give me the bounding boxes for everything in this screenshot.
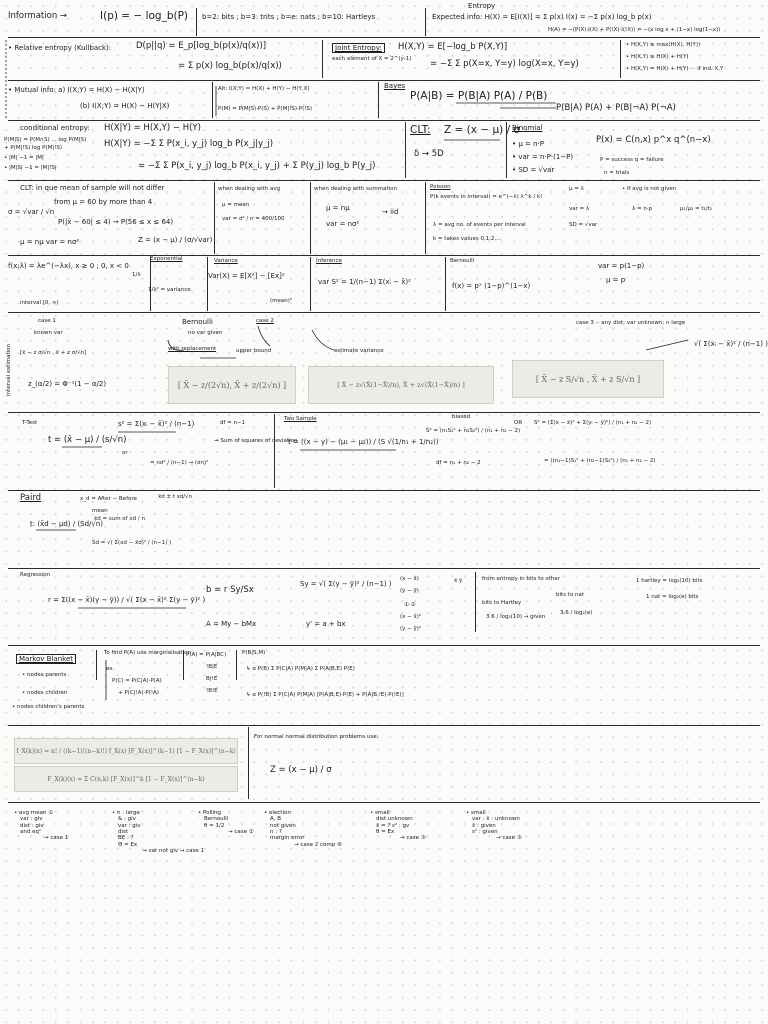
pooled-s2: S² = (n₁S₁² + n₂S₂²) / (n₁ + n₂ − 2) (426, 428, 521, 434)
normal-z: Z = (x − μ) / σ (270, 765, 332, 775)
paired-ci: x̄d ± t sd/√n (158, 494, 192, 500)
conv-4: bits to nat (556, 592, 585, 598)
clt-section-left: σ = √var / √n (8, 208, 55, 216)
binomial-note-1: P = success q = failure (600, 157, 664, 163)
bayes-expand: P(B|A) P(A) + P(B|¬A) P(¬A) (556, 103, 676, 113)
case3-label: case 3 :- any dist; var unknown; n large (576, 320, 686, 326)
case-note-line: var : x̄ : unknown (472, 816, 520, 823)
separator (425, 8, 426, 36)
separator (214, 182, 215, 254)
case-note-line: dist : giv (20, 822, 44, 829)
case1-z: z_(α/2) = Φ⁻¹(1 − α/2) (28, 380, 107, 388)
case-note-line: θ = 1/2 (204, 822, 225, 829)
binomial-item-3: • SD = √var (512, 166, 555, 174)
poisson-lambda-np: λ = n·p (632, 206, 653, 212)
case-note (370, 810, 426, 842)
case-note-arrow: → case 1 (44, 835, 69, 842)
joint-entropy-prop-1: • H(X,Y) ≥ max(H(X), H(Y)) (626, 42, 701, 48)
exponential-interval: interval [0, ∞) (20, 300, 59, 306)
bernoulli-var: var = p(1−p) (598, 262, 645, 270)
binomial-item-1: • μ = n·P (512, 140, 545, 148)
markov-bit-1: !B|E (206, 664, 218, 670)
regression-col-5: (y − ȳ)² (400, 626, 422, 632)
conditional-entropy-f3: = −Σ Σ P(x_i, y_j) log_b P(x_i, y_j) + Σ P(y_j) log_b P(y_j) (138, 161, 376, 171)
clt-avg-title: when dealing with avg (218, 186, 281, 192)
case-note (466, 810, 522, 842)
clt-avg-1: μ = mean (222, 202, 250, 208)
regression-sy: Sy = √( Σ(y − ȳ)² / (n−1) ) (300, 580, 392, 588)
conv-2: bits to Hartley (482, 600, 522, 606)
separator (274, 414, 275, 488)
markov-pab: P(A) = P(A|BC) (186, 652, 227, 658)
divider (8, 645, 760, 646)
clt-label: CLT: (410, 124, 431, 136)
joint-entropy-prop-2: • H(X,Y) ≤ H(X) + H(Y) (626, 54, 689, 60)
t-test-s2: s² = Σ(xᵢ − x̄)² / (n−1) (118, 420, 195, 428)
clt-section-l3: P(|x̄ − 60| ≤ 4) → P(56 ≤ x ≤ 64) (58, 218, 174, 226)
markov-ex: ex. (106, 666, 115, 672)
entropy-label: Entropy (468, 2, 496, 10)
binomial-item-2: • var = n·P·(1−P) (512, 153, 574, 161)
separator (322, 40, 323, 78)
regression-col-2: (y − ȳ) (400, 588, 419, 594)
bayes-label: Bayes (384, 82, 406, 90)
t-test-t: t = (x̄ − μ) / (s/√n) (48, 435, 127, 445)
separator (475, 572, 476, 632)
estimate-variance-interval-image: [ X̄ − z√(X̄(1−X̄)/n), X̄ + z√(X̄(1−X̄)/n) ] (308, 366, 494, 404)
paired-label: Paird (20, 493, 42, 503)
case-note-line: dist unknown (376, 816, 413, 823)
separator (425, 182, 426, 254)
separator (310, 182, 311, 254)
order-statistic-pdf-image: f_X(k)(x) = n! / ((k−1)!(n−k)!) f_X(x) [F_X(x)]^(k−1) [1 − F_X(x)]^(n−k) (14, 738, 238, 764)
markov-item-3: • nodes children's parents (12, 704, 85, 710)
poisson-avg-note: • If avg is not given (622, 186, 677, 192)
case2-label: case 2 (256, 318, 274, 324)
variance-label: Variance (214, 258, 238, 264)
separator (236, 650, 237, 680)
clt-sum-title: when dealing with summation (314, 186, 398, 192)
markov-bit-2: B|!E (206, 676, 218, 682)
binomial-label: Binomial (512, 124, 543, 132)
case-note-head: • small (466, 810, 486, 816)
divider (8, 80, 760, 81)
information-bases: b=2: bits ; b=3: trits ; b=e: nats ; b=10: Hartleys (202, 13, 376, 21)
markov-pc: P(C) = P(C|A)·P(A) (112, 678, 162, 684)
clt-iid: → iid (382, 208, 399, 216)
paired-t: t: (x̄d − μd) / (Sd/√n) (30, 520, 104, 528)
mutual-info-alt2: P(M) = P(M|S)·P(S) + P(M|!S)·P(!S) (218, 106, 313, 112)
case1-label: case 1 (38, 318, 56, 324)
joint-entropy-line2: = −Σ Σ p(X=x, Y=y) log(X=x, Y=y) (430, 59, 579, 69)
conditional-entropy-side-3: • |M| −1 = |M| (4, 155, 44, 161)
markov-item-1: • nodes parents (22, 672, 67, 678)
pooled-s2-alt2: = ((n₁−1)S₁² + (n₂−1)S₂²) / (n₁ + n₂ − 2) (544, 458, 656, 464)
markov-label: Markov Blanket (16, 654, 76, 664)
case-note-head: • avg mean ① (14, 810, 54, 816)
t-test-df: df = n−1 (220, 420, 246, 426)
case-note-head: • small (370, 810, 390, 816)
separator (248, 727, 249, 799)
ie-bernoulli: Bernoulli (182, 318, 213, 326)
inference-formula: var S² = 1/(n−1) Σ(xᵢ − x̄)² (318, 278, 411, 286)
case3-sd: √( Σ(xᵢ − x̄)² / (n−1) ) (694, 340, 768, 348)
joint-entropy-label: Joint Entropy: (332, 43, 385, 53)
variance-note: (mean)² (270, 298, 293, 304)
t-test-s2b: = nσ² / (n−1) → (σn)² (150, 460, 209, 466)
clt-section-l5: Z = (x − μ) / (σ/√var) (138, 236, 213, 244)
case1-known-var: known var (34, 330, 63, 336)
ie-upper-bound: upper bound (236, 348, 272, 354)
relative-entropy-line1: D(p||q) = E_p[log_b(p(x)/q(x))] (136, 41, 267, 51)
conv-3: 3.6 / log₂(10) → given (486, 614, 546, 620)
regression-label: Regression (20, 572, 51, 578)
conv-nat: 1 nat = log₂(e) bits (646, 594, 699, 600)
conv-5: 3.6 / log₂(e) (560, 610, 593, 616)
separator (150, 257, 151, 311)
case1-interval: [x̄ − z σ/√n , x̄ + z σ/√n] (20, 350, 87, 356)
conv-1: from entropy in bits to other (482, 576, 561, 582)
poisson-label: Poisson (430, 184, 451, 190)
case-note-line: Bernoulli (204, 816, 229, 823)
separator (96, 650, 97, 680)
exponential-pdf: f(x;λ) = λe^(−λx), x ≥ 0 ; 0, x < 0 (8, 262, 129, 270)
poisson-lambda-desc: λ = avg no. of events per interval (433, 222, 526, 228)
separator (207, 257, 208, 311)
regression-col-4: (x − x̄)² (400, 614, 422, 620)
case-note-line: margin error (270, 835, 305, 842)
t-test-or: or (122, 450, 128, 456)
case-note (14, 810, 68, 842)
exponential-variance: 1/λ² = variance (148, 287, 191, 293)
case3-interval-image: [ X̄ − z S/√n , X̄ + z S/√n ] (512, 360, 664, 398)
case-note-line: not given (270, 822, 296, 829)
exponential-mean: 1/λ (132, 272, 141, 278)
regression-r: r = Σ((x − x̄)(y − ȳ)) / √( Σ(x − x̄)² Σ(y − ȳ)² ) (48, 596, 206, 604)
divider (8, 725, 760, 726)
normal-note: For normal normal distribution problems use: (254, 734, 379, 740)
case-note-arrow: → case ③ (496, 835, 522, 842)
t-test-or2: OR (514, 420, 523, 426)
markov-pc2: + P(C|!A)·P(!A) (118, 690, 159, 696)
separator (212, 82, 213, 118)
poisson-desc: P(k events in interval) = e^(−λ) λ^k / k! (430, 194, 543, 200)
pooled-biased: biased (452, 414, 471, 420)
conditional-entropy-label: conditional entropy: (20, 124, 90, 132)
poisson-mu: μ = λ (569, 186, 584, 192)
conditional-entropy-side-1: P(M|S) = P(M∩S) ... log P(M|S) (4, 137, 87, 143)
case-note (264, 810, 342, 848)
clt-formula: Z = (x − μ) / σ (444, 124, 521, 136)
case-note-head: • election (264, 810, 291, 816)
case-note-line: x̄ : given (472, 822, 496, 829)
clt-range: δ → 5D (414, 149, 444, 159)
conditional-entropy-side-4: • |M|S| −1 = |M|!S| (4, 165, 57, 171)
relative-entropy-line2: = Σ p(x) log_b(p(x)/q(x)) (178, 61, 282, 71)
regression-b: b = r Sy/Sx (206, 585, 254, 595)
binomial-note-2: n = trials (604, 170, 630, 176)
two-sample-t: t = ((x − y) − (μ₁ − μ₂)) / (S √(1/n₁ + 1/n₂)) (288, 438, 439, 446)
clt-sum-2: var = nσ² (326, 220, 360, 228)
clt-section-l2: from μ = 60 by more than 4 (54, 198, 153, 206)
divider (8, 490, 760, 491)
separator (405, 122, 406, 178)
binomial-pmf: P(x) = C(n,x) p^x q^(n−x) (596, 135, 711, 145)
bernoulli-interval-image: [ X̄ − z/(2√n), X̄ + z/(2√n) ] (168, 366, 296, 404)
poisson-var: var = λ (569, 206, 590, 212)
conditional-entropy-f1: H(X|Y) = H(X,Y) − H(Y) (104, 123, 201, 133)
two-sample-df: df = n₁ + n₂ − 2 (436, 460, 481, 466)
markov-line-1: ↳ α P(B) Σ P(C|A) P(M|A) Σ P(A|B,E) P(E) (246, 666, 355, 672)
ie-estimate-variance: estimate variance (334, 348, 384, 354)
bernoulli-pmf: f(x) = pˣ (1−p)^(1−x) (452, 282, 531, 290)
inference-label: Inference (316, 258, 342, 264)
poisson-ratio: μ₁/μ₂ = t₁/t₂ (680, 206, 712, 212)
clt-avg-2: var = σ² / n = 400/100 (222, 216, 285, 222)
regression-col-3: ①·② (404, 602, 416, 608)
divider (8, 37, 760, 38)
markov-line-2: ↳ α P(!B) Σ P(C|A) P(M|A) [P(A|B,E)·P(E) + P(A|B,!E)·P(!E)] (246, 692, 404, 698)
markov-find: To find P(A) use marginalisation (104, 650, 191, 656)
mutual-info-b: (b) I(X;Y) = H(X) − H(Y|X) (80, 102, 170, 110)
mutual-info-a: • Mutual info: a) I(X;Y) = H(X) − H(X|Y) (8, 86, 145, 94)
conditional-entropy-side-2: + P(M|!S) log P(M|!S) (4, 145, 63, 151)
conv-hartley: 1 hartley = log₂(10) bits (636, 578, 703, 584)
regression-col-1: (x − x̄) (400, 576, 419, 582)
separator (620, 40, 621, 78)
divider (8, 180, 760, 181)
paired-xbar: x̄d = sum of xd / n (94, 516, 145, 522)
separator (445, 257, 446, 311)
markov-pb: P(B|S,M) (242, 650, 266, 656)
clt-section-title: CLT: in que mean of sample will not differ (20, 184, 165, 192)
case-note-line: A, B (270, 816, 282, 823)
joint-entropy-prop-3: • H(X,Y) = H(X) + H(Y) ··· if ind. X,Y (626, 66, 724, 72)
relative-entropy-label: • Relative entropy (Kullback): (8, 44, 112, 52)
interval-estimation-label: Interval estimation (6, 343, 12, 396)
t-test-label: T-Test (22, 420, 38, 426)
case-note-arrow: → case ② (228, 828, 254, 835)
paired-sd: Sd = √( Σ(xd − x̄d)² / (n−1) ) (92, 540, 172, 546)
case-note-line: dist (118, 828, 129, 835)
divider (8, 120, 760, 121)
case-note-line: var : giv (20, 816, 43, 823)
regression-xy: x̄ ȳ (454, 578, 463, 584)
case-note-line: x̄ = ? s² : gv (376, 822, 410, 829)
variance-formula: Var(X) = E[X²] − [Ex]² (208, 272, 285, 280)
case-note-line: θ = Ex (376, 828, 395, 835)
case-note-line: and eqⁿ (20, 828, 42, 835)
case-note-arrow: → var not giv → case 1 (142, 847, 205, 854)
divider (8, 255, 760, 256)
exponential-label: Exponential (150, 256, 183, 262)
paired-xd: x_d = After − Before (80, 496, 137, 502)
case-note-line: n : ? (270, 828, 282, 835)
mutual-info-alt1: Alt: I(X;Y) = H(X) + H(Y) − H(Y,X) (218, 86, 310, 92)
divider (8, 312, 760, 313)
clt-section-l4: μ = nμ var = nσ² (20, 238, 80, 246)
paired-mean-label: mean (92, 508, 108, 514)
divider (8, 412, 760, 413)
markov-bit-3: !B!E (206, 688, 218, 694)
case-note-line: BE : ? (118, 835, 134, 842)
markov-item-2: • nodes children (22, 690, 68, 696)
conditional-entropy-f2: H(X|Y) = −Σ Σ P(x_i, y_j) log_b P(x_j|y_j) (104, 139, 274, 149)
separator (196, 8, 197, 36)
regression-yhat: y' = a + bx (306, 620, 346, 628)
joint-entropy-note: each element of X = 2^(y-1) (332, 56, 412, 62)
separator (378, 82, 379, 118)
bernoulli-mean: μ = p (606, 276, 626, 284)
case-note-line: s² : given (472, 828, 498, 835)
joint-entropy-line1: H(X,Y) = E[−log_b P(X,Y)] (398, 42, 508, 52)
case-note-line: & : giv (118, 816, 136, 823)
case-note-arrow: → case 2 comp ⑥ (294, 841, 342, 848)
case-note-arrow: → case ③ (400, 835, 426, 842)
ie-no-var: no var given (188, 330, 223, 336)
information-formula: I(p) = − log_b(P) (100, 10, 189, 22)
separator (310, 257, 311, 311)
pooled-s2-alt: S² = (Σ(x − x̄)² + Σ(yᵢ − ȳ)²) / (n₁ + n₂ − 2) (534, 420, 652, 426)
regression-a: A = My − bMx (206, 620, 257, 628)
case-note-line: Θ = Ex (118, 841, 138, 848)
entropy-note: H(A) = −(P(X)·I(X) + P(!X)·I(!X)) = −(x log x + (1−x) log(1−x)) (548, 27, 721, 33)
bayes-formula: P(A|B) = P(B|A) P(A) / P(B) (410, 90, 548, 102)
clt-sum-1: μ = nμ (326, 204, 350, 212)
information-title: Information → (8, 11, 68, 21)
divider (8, 802, 760, 803)
entropy-expected: Expected info: H(X) = E[I(X)] = Σ p(x) I(x) = −Σ p(x) log_b p(x) (432, 13, 652, 21)
divider (8, 568, 760, 569)
bernoulli-label: Bernoulli (450, 258, 475, 264)
poisson-k-desc: k = takes values 0,1,2,... (433, 236, 502, 242)
ie-with-replacement: with replacement (168, 346, 217, 352)
poisson-sd: SD = √var (569, 222, 598, 228)
case-note-head: • n : large (112, 810, 140, 816)
t-test-sumsq: → Sum of squares of deviation (214, 438, 298, 444)
case-note-line: var : giv (118, 822, 141, 829)
order-statistic-cdf-image: F_X(k)(x) = Σ C(n,k) [F_X(x)]^k [1 − F_X(x)]^(n−k) (14, 766, 238, 792)
case-note (198, 810, 254, 835)
two-sample-label: Two Sample (284, 416, 317, 422)
case-note (112, 810, 204, 854)
case-note-head: • Polling (198, 810, 222, 816)
